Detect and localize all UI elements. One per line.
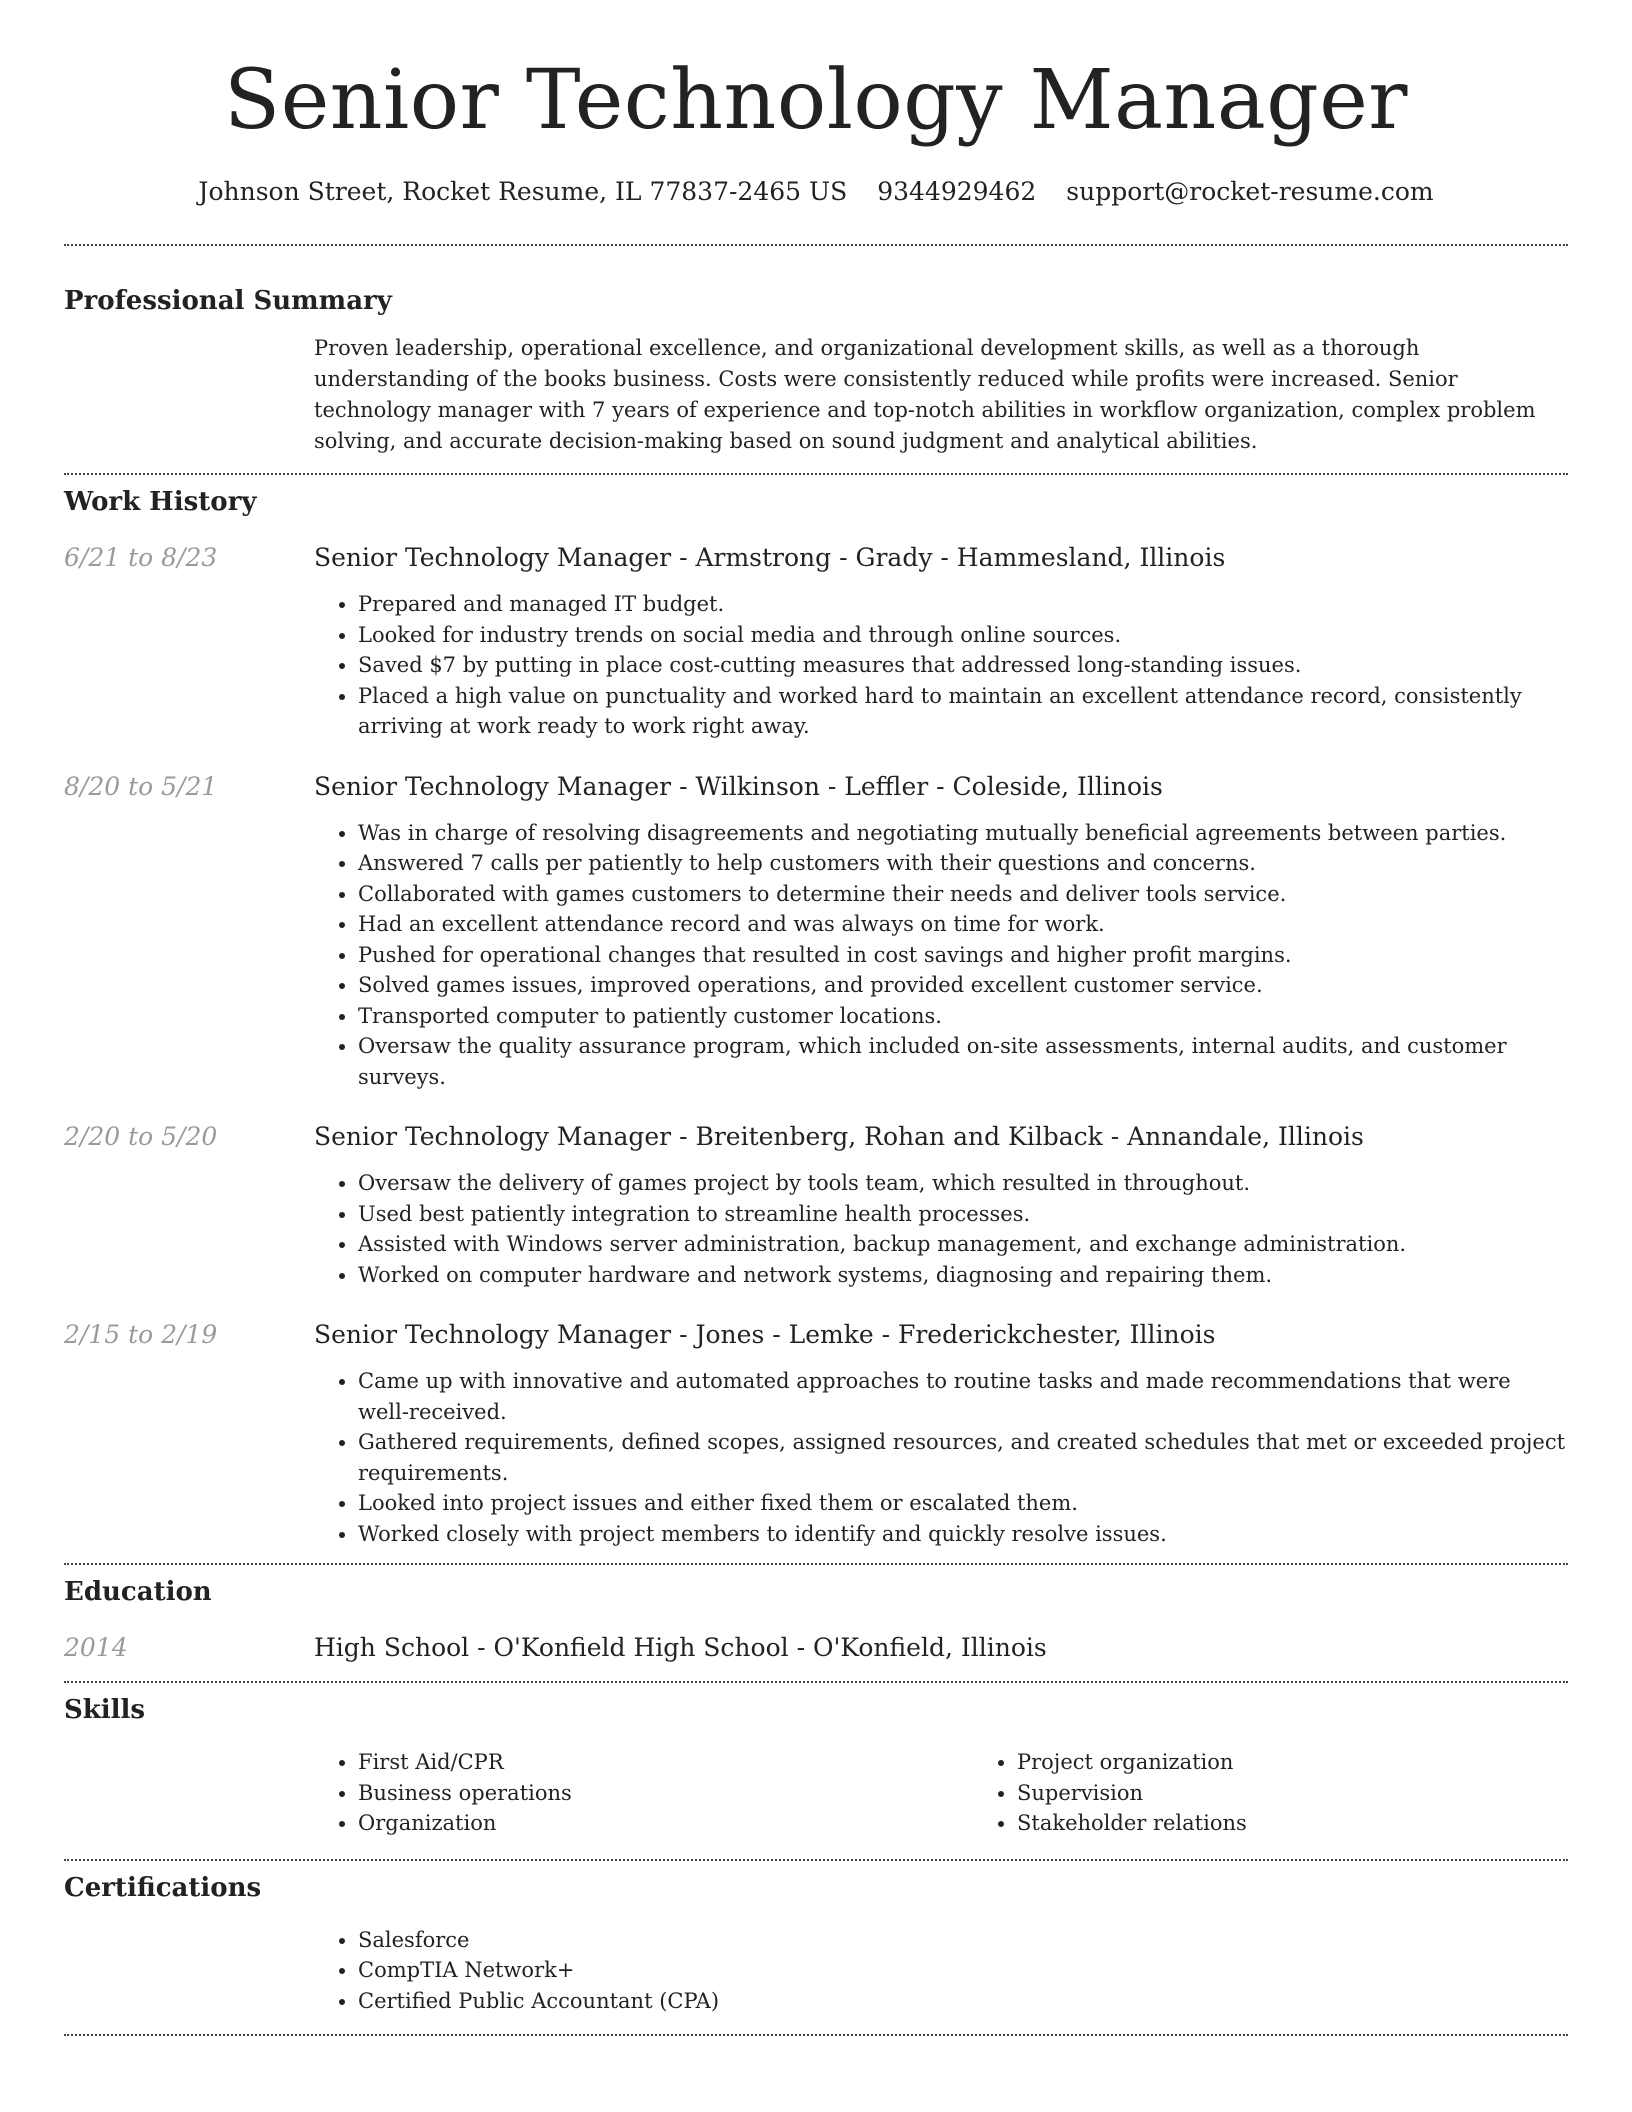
section-divider [64, 473, 1568, 475]
job-entry [64, 1318, 1568, 1549]
education-section [64, 1575, 1568, 1665]
job-heading: Senior Technology Manager - Jones - Lemke - Frederickchester, Illinois [314, 1320, 1216, 1349]
list-item: • Supervision [1017, 1778, 1632, 1809]
section-title-summary: Professional Summary [64, 286, 392, 316]
contact-address: Johnson Street, Rocket Resume, IL 77837-2465 US [198, 177, 848, 206]
job-heading: Senior Technology Manager - Armstrong - Grady - Hammesland, Illinois [314, 543, 1226, 572]
contact-email: support@rocket-resume.com [1066, 177, 1434, 206]
list-item: • Prepared and managed IT budget. [358, 589, 1568, 620]
section-title-certifications: Certifications [64, 1872, 262, 1903]
contact-line [64, 176, 1568, 208]
section-divider [64, 2034, 1568, 2036]
summary-text: Proven leadership, operational excellence, and organizational development skills, as well as a thorough understanding of the books business. Costs were consistently reduced while profits were increased. Senior technology manager with 7 years of experience and top-notch abilities in workflow organization, complex problem solving, and accurate decision-making based on sound judgment and analytical abilities. [314, 336, 1536, 453]
job-dates: 2/15 to 2/19 [64, 1320, 218, 1349]
candidate-name: Senior Technology Manager [224, 53, 1408, 148]
list-item: • Pushed for operational changes that resulted in cost savings and higher profit margins. [358, 940, 1568, 971]
skills-list [314, 1747, 1632, 1839]
section-divider [64, 1681, 1568, 1683]
list-item: • Project organization [1017, 1747, 1632, 1778]
job-bullets [314, 1168, 1568, 1290]
job-bullets [314, 818, 1568, 1093]
job-dates: 2/20 to 5/20 [64, 1122, 218, 1151]
education-entry [64, 1631, 1568, 1665]
contact-phone: 9344929462 [877, 177, 1037, 206]
list-item: • Transported computer to patiently customer locations. [358, 1001, 1568, 1032]
job-heading: Senior Technology Manager - Breitenberg, Rohan and Kilback - Annandale, Illinois [314, 1122, 1364, 1151]
section-divider [64, 1859, 1568, 1861]
job-entry [64, 1120, 1568, 1290]
section-title-skills: Skills [64, 1695, 146, 1725]
list-item: • Oversaw the quality assurance program, which included on-site assessments, internal audits, and customer surveys. [358, 1031, 1568, 1092]
job-dates: 6/21 to 8/23 [64, 543, 218, 572]
resume-header [64, 0, 1568, 208]
section-divider [64, 244, 1568, 246]
skills-column-right [973, 1747, 1632, 1839]
list-item: • Assisted with Windows server administration, backup management, and exchange administration. [358, 1229, 1568, 1260]
job-bullets [314, 589, 1568, 742]
list-item: • Stakeholder relations [1017, 1808, 1632, 1839]
list-item: • Looked for industry trends on social media and through online sources. [358, 620, 1568, 651]
certifications-list [314, 1925, 1568, 2017]
list-item: • Had an excellent attendance record and was always on time for work. [358, 909, 1568, 940]
list-item: • Organization [358, 1808, 973, 1839]
section-title-work-history: Work History [64, 487, 257, 517]
job-entry [64, 770, 1568, 1093]
section-divider [64, 1563, 1568, 1565]
job-bullets [314, 1366, 1568, 1549]
education-heading: High School - O'Konfield High School - O'Konfield, Illinois [314, 1633, 1047, 1662]
job-dates: 8/20 to 5/21 [64, 771, 218, 801]
list-item: • Certified Public Accountant (CPA) [358, 1986, 1568, 2017]
skills-section [64, 1693, 1568, 1839]
list-item: • Used best patiently integration to streamline health processes. [358, 1199, 1568, 1230]
section-title-education: Education [64, 1577, 212, 1607]
list-item: • Placed a high value on punctuality and worked hard to maintain an excellent attendance record, consistently arriving at work ready to work right away. [358, 681, 1568, 742]
list-item: • Worked closely with project members to identify and quickly resolve issues. [358, 1519, 1568, 1550]
list-item: • Saved $7 by putting in place cost-cutting measures that addressed long-standing issues. [358, 650, 1568, 681]
list-item: • Oversaw the delivery of games project by tools team, which resulted in throughout. [358, 1168, 1568, 1199]
list-item: • Worked on computer hardware and network systems, diagnosing and repairing them. [358, 1260, 1568, 1291]
list-item: • Came up with innovative and automated approaches to routine tasks and made recommendations that were well-received. [358, 1366, 1568, 1427]
list-item: • First Aid/CPR [358, 1747, 973, 1778]
list-item: • CompTIA Network+ [358, 1955, 1568, 1986]
list-item: • Gathered requirements, defined scopes, assigned resources, and created schedules that met or exceeded project requirements. [358, 1427, 1568, 1488]
list-item: • Collaborated with games customers to determine their needs and deliver tools service. [358, 879, 1568, 910]
list-item: • Was in charge of resolving disagreements and negotiating mutually beneficial agreements between parties. [358, 818, 1568, 849]
list-item: • Salesforce [358, 1925, 1568, 1956]
education-year: 2014 [64, 1633, 128, 1662]
skills-column-left [314, 1747, 973, 1839]
work-history-section [64, 485, 1568, 1549]
professional-summary-section [64, 284, 1568, 457]
list-item: • Solved games issues, improved operations, and provided excellent customer service. [358, 970, 1568, 1001]
list-item: • Answered 7 calls per patiently to help customers with their questions and concerns. [358, 848, 1568, 879]
list-item: • Looked into project issues and either fixed them or escalated them. [358, 1488, 1568, 1519]
certifications-section [64, 1871, 1568, 2017]
list-item: • Business operations [358, 1778, 973, 1809]
job-entry [64, 541, 1568, 742]
job-heading: Senior Technology Manager - Wilkinson - Leffler - Coleside, Illinois [314, 771, 1163, 801]
